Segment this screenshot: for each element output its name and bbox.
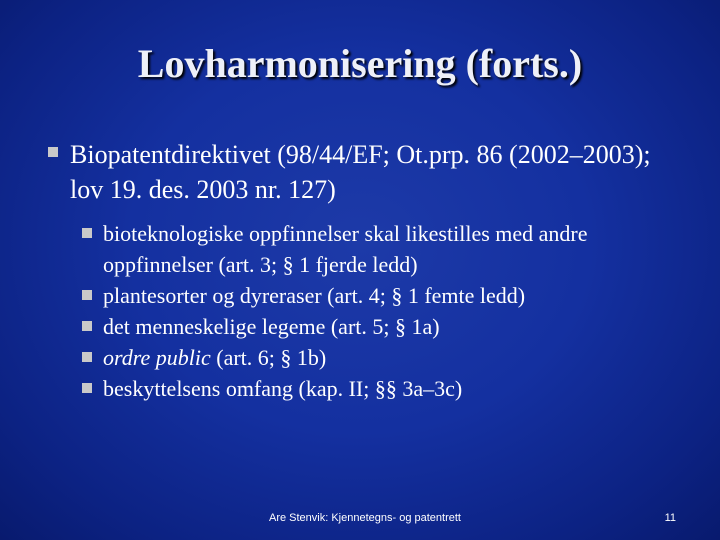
sub-bullet-text: (art. 6; § 1b)	[210, 345, 327, 370]
sub-bullet-italic-text: ordre public	[103, 345, 211, 370]
square-bullet-icon	[82, 228, 92, 238]
square-bullet-icon	[82, 383, 92, 393]
sub-bullet-item	[82, 280, 682, 311]
square-bullet-icon	[82, 290, 92, 300]
sub-bullet-item	[82, 342, 682, 373]
sub-bullet-text: det menneskelige legeme (art. 5; § 1a)	[103, 314, 440, 339]
sub-bullet-item	[82, 218, 682, 280]
page-number: 11	[664, 512, 676, 524]
slide-title: Lovharmonisering (forts.)	[137, 41, 583, 86]
main-bullet	[40, 137, 680, 207]
square-bullet-icon	[48, 147, 58, 157]
sub-bullet-text: beskyttelsens omfang (kap. II; §§ 3a–3c)	[103, 376, 463, 401]
square-bullet-icon	[82, 321, 92, 331]
slide-footer: Are Stenvik: Kjennetegns- og patentrett	[268, 512, 461, 524]
main-bullet-text: Biopatentdirektivet (98/44/EF; Ot.prp. 86 (2002–2003); lov 19. des. 2003 nr. 127)	[70, 140, 651, 204]
sub-bullet-text: plantesorter og dyreraser (art. 4; § 1 femte ledd)	[103, 283, 526, 308]
sub-bullet-item	[82, 373, 682, 404]
sub-bullet-text: bioteknologiske oppfinnelser skal likestilles med andre oppfinnelser (art. 3; § 1 fjerde ledd)	[103, 221, 588, 277]
sub-bullet-list	[82, 218, 682, 404]
square-bullet-icon	[82, 352, 92, 362]
sub-bullet-item	[82, 311, 682, 342]
